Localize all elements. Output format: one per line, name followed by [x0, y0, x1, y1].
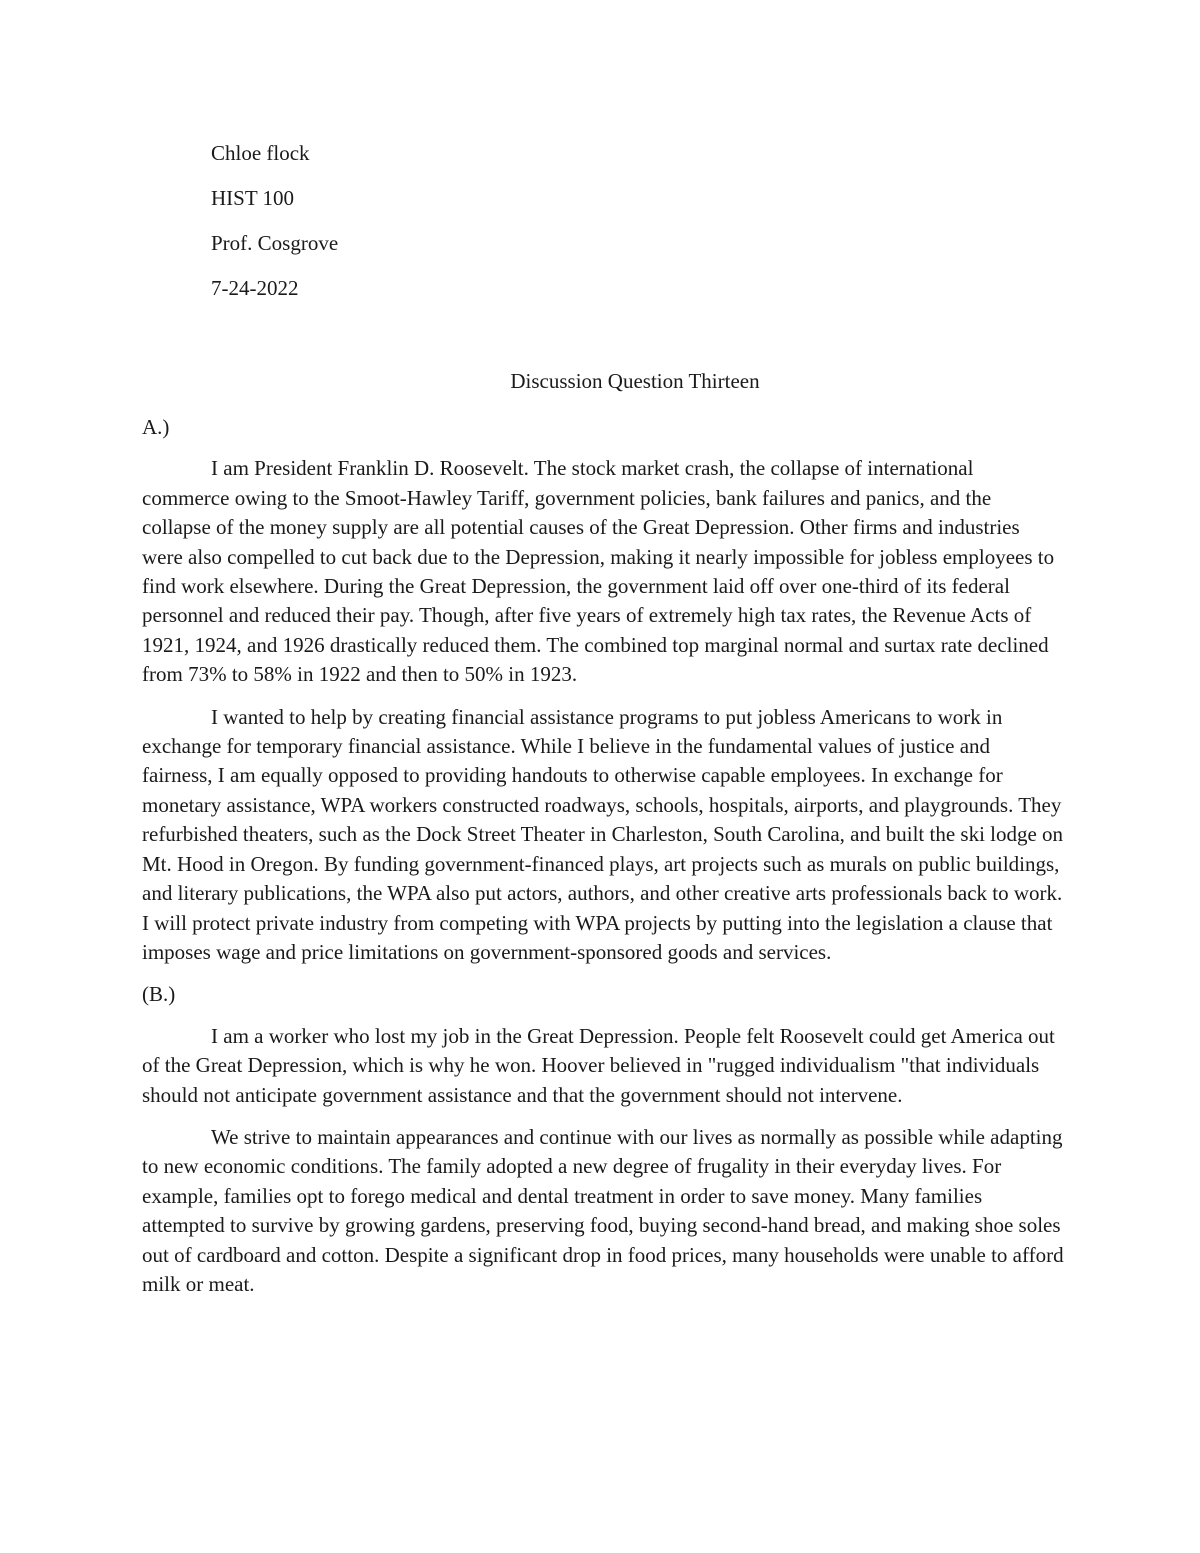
document-body — [142, 413, 1064, 1312]
section-b-paragraph-2: We strive to maintain appearances and continue with our lives as normally as possible while adapting to new economic conditions. The family adopted a new degree of frugality in their everyday lives. For example, families opt to forego medical and dental treatment in order to save money. Many families attempted to survive by growing gardens, preserving food, buying second-hand bread, and making shoe soles out of cardboard and cotton. Despite a significant drop in food prices, many households were unable to afford milk or meat. — [142, 1124, 1064, 1296]
course-code: HIST 100 — [211, 186, 295, 210]
section-b-paragraph-1: I am a worker who lost my job in the Great Depression. People felt Roosevelt could get America out of the Great Depression, which is why he won. Hoover believed in "rugged individualism "that individuals should not anticipate government assistance and that the government should not intervene. — [142, 1023, 1055, 1107]
assignment-date: 7-24-2022 — [211, 276, 299, 300]
section-a-label: A.) — [142, 415, 170, 439]
header-block — [211, 142, 338, 322]
professor-name: Prof. Cosgrove — [211, 231, 339, 255]
student-name: Chloe flock — [211, 141, 310, 165]
section-a-paragraph-2: I wanted to help by creating financial assistance programs to put jobless Americans to work in exchange for temporary financial assistance. While I believe in the fundamental values of justice and fairness, I am equally opposed to providing handouts to otherwise capable employees. In exchange for monetary assistance, WPA workers constructed roadways, schools, hospitals, airports, and playgrounds. They refurbished theaters, such as the Dock Street Theater in Charleston, South Carolina, and built the ski lodge on Mt. Hood in Oregon. By funding government-financed plays, art projects such as murals on public buildings, and literary publications, the WPA also put actors, authors, and other creative arts professionals back to work. I will protect private industry from competing with WPA projects by putting into the legislation a clause that imposes wage and price limitations on government-sponsored goods and services. — [142, 704, 1064, 964]
section-b-label: (B.) — [142, 982, 176, 1007]
document-title: Discussion Question Thirteen — [510, 369, 760, 393]
section-a-paragraph-1: I am President Franklin D. Roosevelt. The stock market crash, the collapse of international commerce owing to the Smoot-Hawley Tariff, government policies, bank failures and panics, and the collapse of the money supply are all potential causes of the Great Depression. Other firms and industries were also compelled to cut back due to the Depression, making it nearly impossible for jobless employees to find work elsewhere. During the Great Depression, the government laid off over one-third of its federal personnel and reduced their pay. Though, after five years of extremely high tax rates, the Revenue Acts of 1921, 1924, and 1926 drastically reduced them. The combined top marginal normal and surtax rate declined from 73% to 58% in 1922 and then to 50% in 1923. — [142, 456, 1055, 687]
